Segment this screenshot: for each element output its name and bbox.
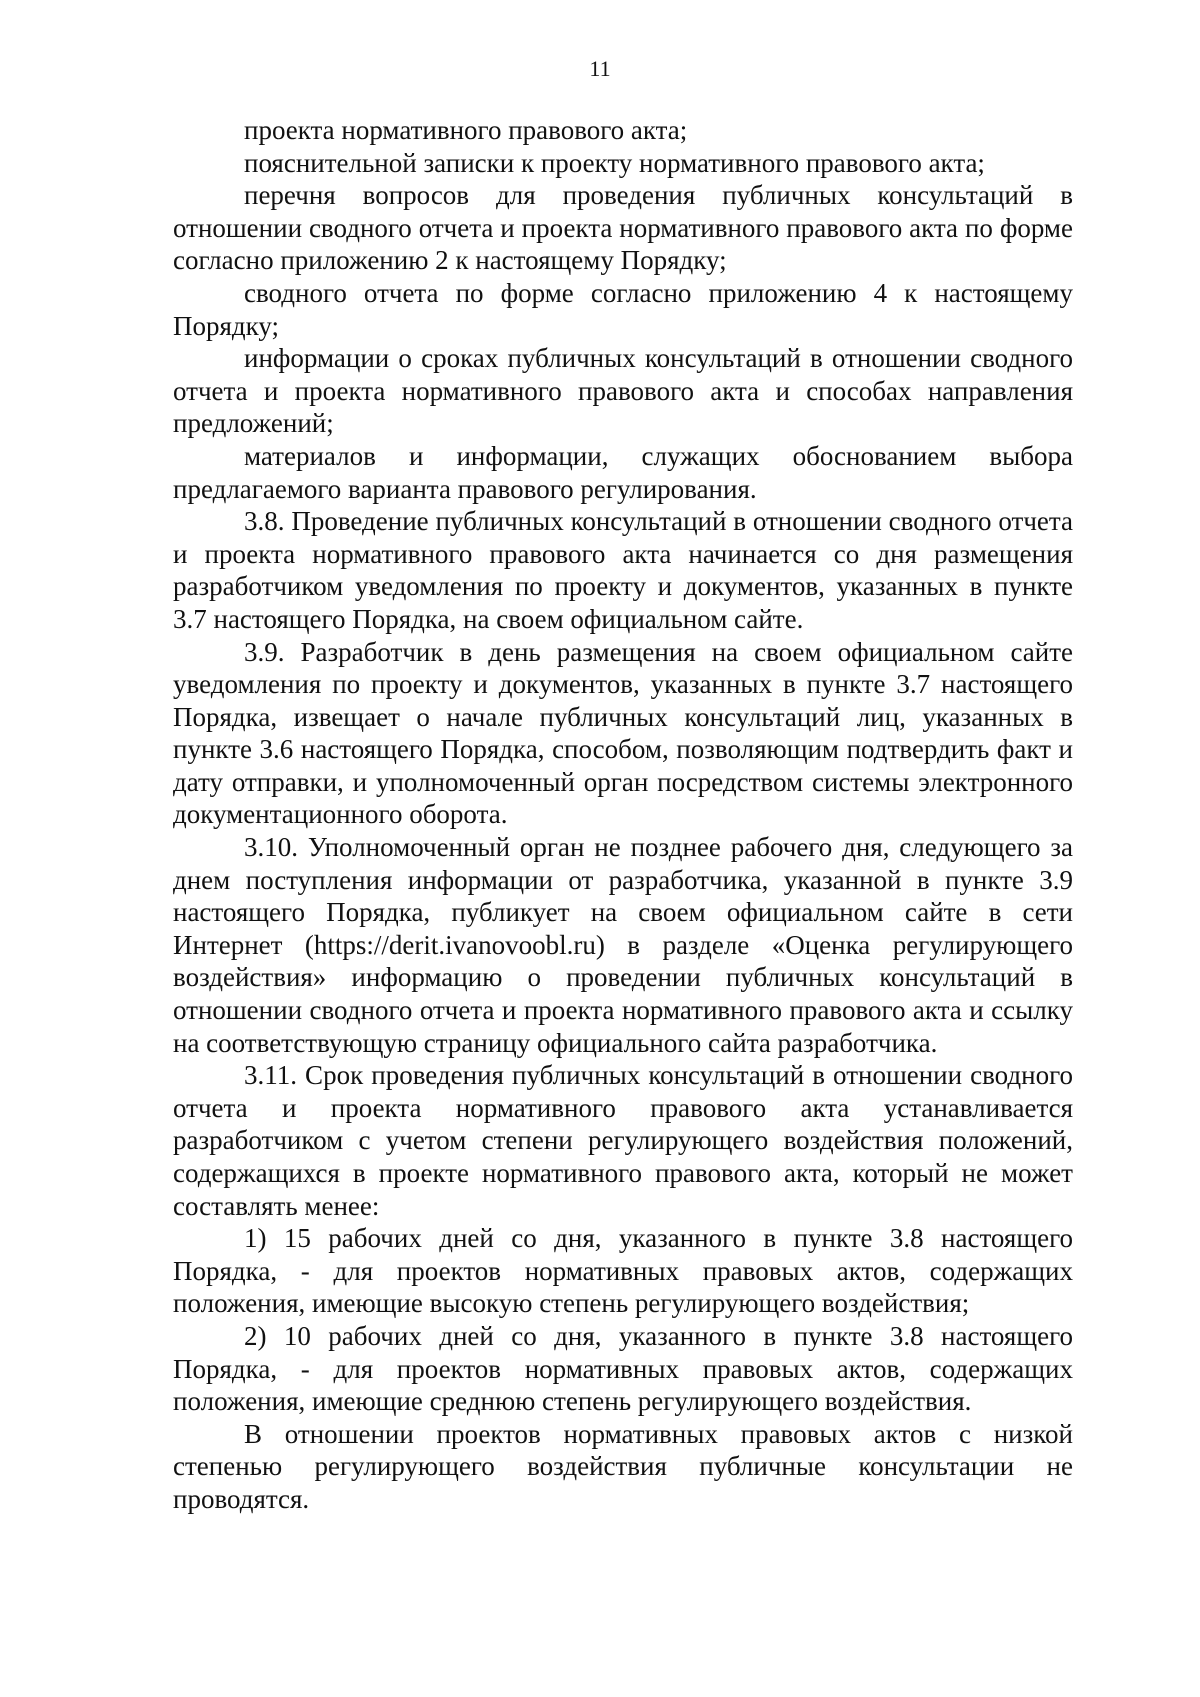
paragraph-explanatory-note: пояснительной записки к проекту нормативного правового акта; — [244, 147, 985, 178]
paragraph-3-10: 3.10. Уполномоченный орган не позднее рабочего дня, следующего за днем поступления информации от разработчика, указанной в пункте 3.9 настоящего Порядка, публикует на своем официальном сайте в сети Интернет (https://derit.ivanovoobl.ru) в разделе «Оценка регулирующего воздействия» информацию о проведении публичных консультаций в отношении сводного отчета и проекта нормативного правового акта и ссылку на соответствующую страницу официального сайта разработчика. — [173, 832, 1073, 1058]
paragraph-question-list: перечня вопросов для проведения публичных консультаций в отношении сводного отчета и проекта нормативного правового акта по форме согласно приложению 2 к настоящему Порядку; — [173, 180, 1073, 276]
paragraph-summary-report: сводного отчета по форме согласно приложению 4 к настоящему Порядку; — [173, 277, 1073, 341]
list-item-2: 2) 10 рабочих дней со дня, указанного в пункте 3.8 настоящего Порядка, - для проектов нормативных правовых актов, содержащих положения, имеющие среднюю степень регулирующего воздействия. — [173, 1320, 1073, 1417]
paragraph-consultation-terms: информации о сроках публичных консультаций в отношении сводного отчета и проекта нормативного правового акта и способах направления предложений; — [173, 343, 1073, 439]
list-item-1: 1) 15 рабочих дней со дня, указанного в пункте 3.8 настоящего Порядка, - для проектов нормативных правовых актов, содержащих положения, имеющие высокую степень регулирующего воздействия; — [173, 1223, 1073, 1319]
paragraph-3-9: 3.9. Разработчик в день размещения на своем официальном сайте уведомления по проекту и документов, указанных в пункте 3.7 настоящего Порядка, извещает о начале публичных консультаций лиц, указанных в пункте 3.6 настоящего Порядка, способом, позволяющим подтвердить факт и дату отправки, и уполномоченный орган посредством системы электронного документационного оборота. — [173, 636, 1073, 830]
paragraph-justification-materials: материалов и информации, служащих обоснованием выбора предлагаемого варианта правового регулирования. — [173, 440, 1073, 504]
paragraph-low-impact: В отношении проектов нормативных правовых актов с низкой степенью регулирующего воздействия публичные консультации не проводятся. — [173, 1418, 1073, 1514]
page-number: 11 — [589, 56, 611, 81]
paragraph-3-8: 3.8. Проведение публичных консультаций в отношении сводного отчета и проекта нормативного правового акта начинается со дня размещения разработчиком уведомления по проекту и документов, указанных в пункте 3.7 настоящего Порядка, на своем официальном сайте. — [173, 506, 1073, 634]
paragraph-project-act: проекта нормативного правового акта; — [244, 115, 688, 145]
paragraph-3-11: 3.11. Срок проведения публичных консультаций в отношении сводного отчета и проекта нормативного правового акта устанавливается разработчиком с учетом степени регулирующего воздействия положений, содержащихся в проекте нормативного правового акта, который не может составлять менее: — [173, 1060, 1073, 1221]
document-body — [173, 114, 1073, 1516]
